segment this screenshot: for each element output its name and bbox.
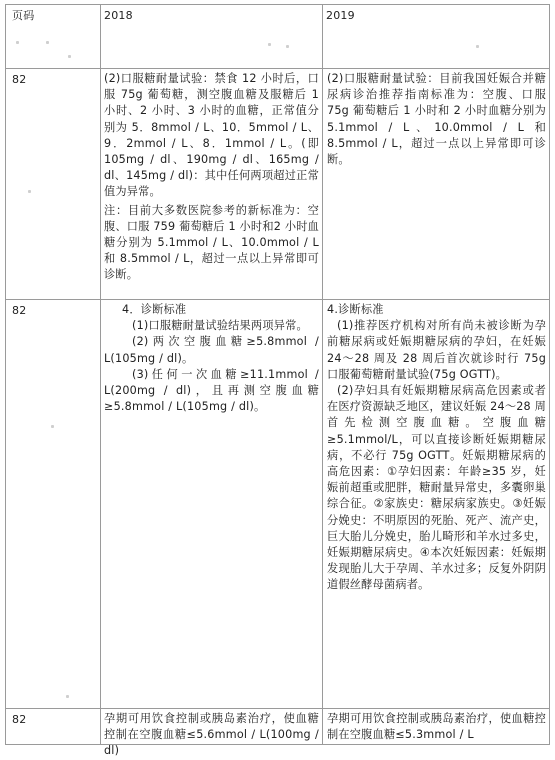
row2-2019-item1: (1)推荐医疗机构对所有尚未被诊断为孕前糖尿病或妊娠期糖尿病的孕妇，在妊娠 24～28 周及 28 周后首次就诊时行 75g 口服葡萄糖耐量试验(75g OGTT)。 (327, 319, 550, 381)
scan-speck (16, 41, 19, 44)
header-2019-label: 2019 (326, 9, 355, 22)
scan-speck (286, 45, 289, 48)
scan-speck (268, 43, 271, 46)
row3-2019-cell (327, 711, 546, 744)
header-page-label: 页码 (12, 9, 35, 22)
row2-page-number: 82 (12, 304, 27, 317)
header-2018-label: 2018 (104, 9, 133, 22)
row1-page-cell (12, 73, 96, 87)
scan-speck (476, 45, 479, 48)
row2-2019-item2: (2)孕妇具有妊娠期糖尿病高危因素或者在医疗资源缺乏地区，建议妊娠 24～28 周首先检测空腹血糖。空腹血糖≥5.1mmol/L，可以直接诊断妊娠期糖尿病，不必行 75g OGTT。妊娠期糖尿病的高危因素：①孕妇因素：年龄≥35 岁，妊娠前超重或肥胖，糖耐量异常史，多囊卵巢综合征。②家族史：糖尿病家族史。③妊娠分娩史：不明原因的死胎、死产、流产史，巨大胎儿分娩史，胎儿畸形和羊水过多史，妊娠期糖尿病史。④本次妊娠因素：妊娠期发现胎儿大于孕周、羊水过多；反复外阴阴道假丝酵母菌病者。 (327, 384, 546, 592)
header-page-cell (12, 9, 96, 65)
row-divider (6, 708, 549, 709)
scan-speck (28, 190, 31, 193)
row2-page-cell (12, 304, 96, 318)
row2-2018-heading: 4．诊断标准 (122, 303, 187, 316)
row1-2018-para: (2)口服糖耐量试验：禁食 12 小时后，口服 75g 葡萄糖，测空腹血糖及服糖后 1 小时、2 小时、3 小时的血糖，正常值分别为 5．8mmol / L、10．5mmol / L、9．2mmol / L、8．1mmol / L。(即 105mg / dl、190mg / dl、165mg / dl、145mg / dl)：其中任何两项超过正常值为异常。 (104, 72, 323, 199)
row3-page-cell (12, 713, 96, 727)
row2-2018-item1: (1)口服糖耐量试验结果两项异常。 (132, 319, 308, 333)
row2-2019-heading: 4.诊断标准 (327, 303, 384, 316)
row2-2018-item2: (2)两次空腹血糖≥5.8mmol / L(105mg / dl)。 (104, 335, 323, 365)
scan-speck (46, 41, 49, 44)
scan-speck (51, 425, 54, 428)
row1-2019-para: (2)口服糖耐量试验：目前我国妊娠合并糖尿病诊治推荐指南标准为：空腹、口服 75g 葡萄糖后 1 小时和 2 小时血糖分别为 5.1mmol / L、10.0mmol / L 和 8.5mmol / L，超过一点以上异常即可诊断。 (327, 72, 550, 167)
header-2019-cell (326, 9, 546, 65)
row2-2018-cell (104, 302, 323, 706)
row2-2018-item3: (3)任何一次血糖≥11.1mmol / L(200mg / dl)，且再测空腹血糖≥5.8mmol / L(105mg / dl)。 (104, 367, 323, 414)
row2-2019-cell (327, 302, 550, 706)
row3-2019-para: 孕期可用饮食控制或胰岛素治疗，使血糖控制在空腹血糖≤5.3mmol / L (327, 712, 546, 742)
row1-page-number: 82 (12, 73, 27, 86)
row3-2018-para: 孕期可用饮食控制或胰岛素治疗，使血糖控制在空腹血糖≤5.6mmol / L(100mg / dl) (104, 712, 323, 758)
row1-2018-cell (104, 71, 323, 297)
comparison-table (5, 4, 550, 758)
row-divider (6, 299, 549, 300)
scan-speck (68, 55, 71, 58)
row3-page-number: 82 (12, 713, 27, 726)
row-divider (6, 68, 549, 69)
scan-speck (66, 695, 69, 698)
row1-2018-note: 注：目前大多数医院参考的新标准为：空腹、口服 759 葡萄糖后 1 小时和2 小时血糖分别为 5.1mmol / L、10.0mmol / L 和 8.5mmol / L，超过一点以上异常即可诊断。 (104, 203, 323, 282)
header-2018-cell (104, 9, 318, 65)
row3-2018-cell (104, 711, 323, 758)
row1-2019-cell (327, 71, 550, 297)
column-divider (100, 5, 101, 744)
